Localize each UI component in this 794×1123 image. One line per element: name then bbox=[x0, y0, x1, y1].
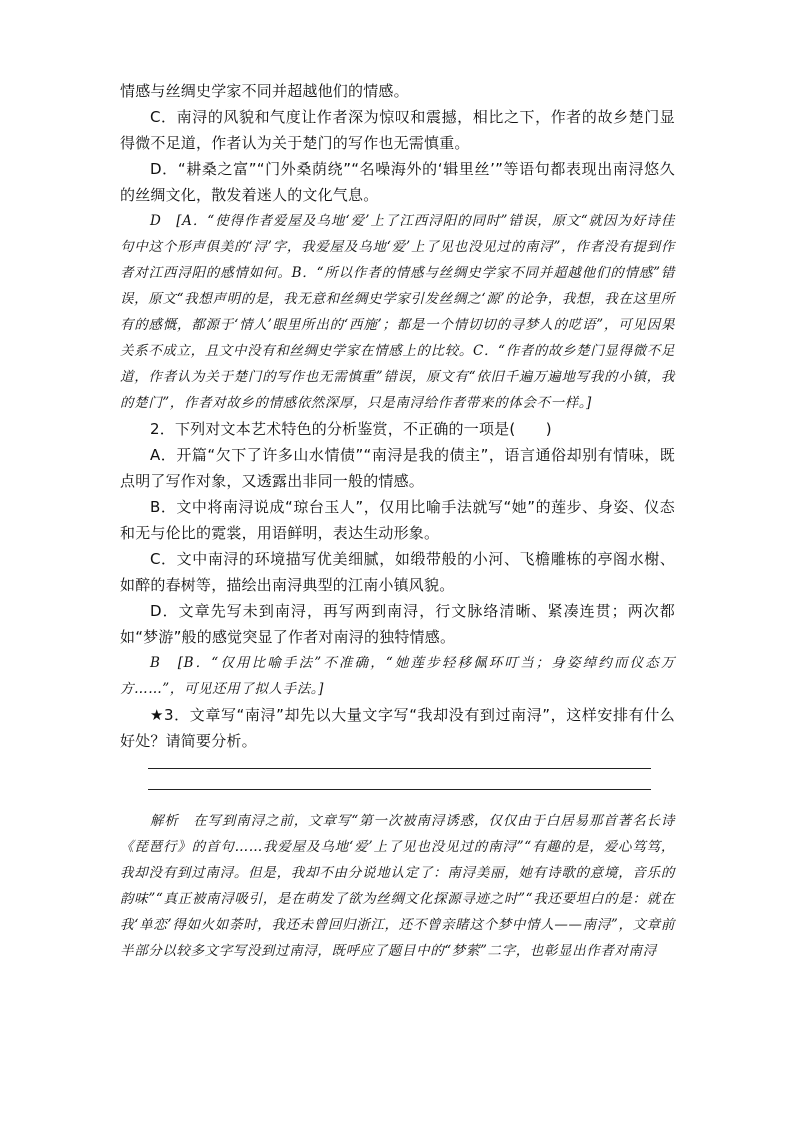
answer-line-2[interactable] bbox=[148, 789, 651, 790]
q2-option-d: D．文章先写未到南浔，再写两到南浔，行文脉络清晰、紧凑连贯；两次都如“梦游”般的感觉突显了作者对南浔的独特情感。 bbox=[120, 602, 675, 646]
q2-stem: 2．下列对文本艺术特色的分析鉴赏，不正确的一项是( ) bbox=[150, 420, 552, 438]
q2-option-c: C．文中南浔的环境描写优美细腻，如缎带般的小河、飞檐雕栋的亭阁水榭、如醉的春树等，描绘出南浔典型的江南小镇风貌。 bbox=[120, 550, 675, 594]
q2-option-b: B．文中将南浔说成“琼台玉人”，仅用比喻手法就写“她”的莲步、身姿、仪态和无与伦比的霓裳，用语鲜明，表达生动形象。 bbox=[120, 498, 675, 542]
q3-analysis: 解析 在写到南浔之前，文章写“第一次被南浔诱惑，仅仅由于白居易那首著名长诗《琵琶行》的首句……我爱屋及乌地‘爱’上了见也没见过的南浔”“有趣的是，爱心笃笃，我却没有到过南浔。但是，我却不由分说地认定了：南浔美丽，她有诗歌的意境，音乐的韵味”“真正被南浔吸引，是在萌发了欲为丝绸文化探源寻迹之时”“我还要坦白的是：就在我‘单恋’得如火如荼时，我还未曾回归浙江，还不曾亲睹这个梦中情人——南浔”，文章前半部分以较多文字写没到过南浔，既呼应了题目中的“梦萦”二字，也彰显出作者对南浔 bbox=[120, 813, 675, 959]
option-b-continuation: 情感与丝绸史学家不同并超越他们的情感。 bbox=[120, 82, 409, 100]
answer-line-1[interactable] bbox=[148, 768, 651, 769]
q1-option-c: C．南浔的风貌和气度让作者深为惊叹和震撼，相比之下，作者的故乡楚门显得微不足道，作者认为关于楚门的写作也无需慎重。 bbox=[120, 108, 675, 152]
q2-answer-explanation: B [B．“仅用比喻手法”不准确，“她莲步轻移佩环叮当；身姿绰约而仪态万方……”，可见还用了拟人手法。] bbox=[120, 655, 675, 697]
q2-option-a: A．开篇“欠下了许多山水情债”“南浔是我的债主”，语言通俗却别有情味，既点明了写作对象，又透露出非同一般的情感。 bbox=[120, 446, 675, 490]
q3-stem: ★3．文章写“南浔”却先以大量文字写“我却没有到过南浔”，这样安排有什么好处？请简要分析。 bbox=[120, 706, 675, 750]
page-content bbox=[120, 78, 675, 964]
q1-option-d: D．“耕桑之富”“门外桑荫绕”“名噪海外的‘辑里丝’”等语句都表现出南浔悠久的丝绸文化，散发着迷人的文化气息。 bbox=[120, 160, 675, 204]
q1-answer-explanation: D [A．“使得作者爱屋及乌地‘爱’上了江西浔阳的同时”错误，原文“就因为好诗佳句中这个形声俱美的‘浔’字，我爱屋及乌地‘爱’上了见也没见过的南浔”，作者没有提到作者对江西浔阳的感情如何。B．“所以作者的情感与丝绸史学家不同并超越他们的情感”错误，原文“我想声明的是，我无意和丝绸史学家引发丝绸之‘源’的论争，我想，我在这里所有的感慨，都源于‘情人’眼里所出的‘西施’；都是一个情切切的寻梦人的呓语”，可见因果关系不成立，且文中没有和丝绸史学家在情感上的比较。C．“作者的故乡楚门显得微不足道，作者认为关于楚门的写作也无需慎重”错误，原文有“依旧千遍万遍地写我的小镇，我的楚门”，作者对故乡的情感依然深厚，只是南浔给作者带来的体会不一样。] bbox=[120, 213, 675, 411]
